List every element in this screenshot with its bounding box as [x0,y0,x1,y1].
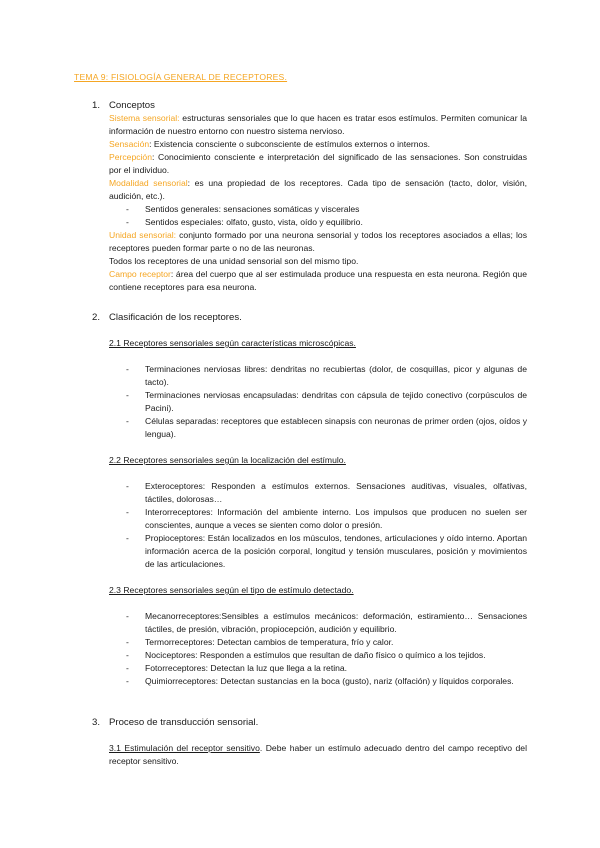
dash-icon: - [126,204,129,214]
definition [109,229,527,255]
section-title: Clasificación de los receptores. [109,312,242,323]
definition-term: Unidad sensorial: [109,230,177,240]
dash-icon: - [126,650,129,660]
subsection-2-1-title: 2.1 Receptores sensoriales según características microscópicas. [109,338,356,348]
list-item: - Terminaciones nerviosas libres: dendritas no recubiertas (dolor, de cosquillas, picor y algunas de tacto). [126,364,527,387]
subsection-2-3-list [126,610,527,688]
dash-icon: - [126,611,129,621]
definition [109,138,527,151]
subsection-3-1 [109,742,527,768]
subsection-2-2-list [126,480,527,571]
subsection-2-2-title: 2.2 Receptores sensoriales según la localización del estímulo. [109,455,346,465]
dash-icon: - [126,217,129,227]
subsection-2-1-list [126,363,527,441]
document-title: TEMA 9: FISIOLOGÍA GENERAL DE RECEPTORES. [74,72,288,82]
definition-text: estructuras sensoriales que lo que hacen es tratar esos estímulos. Permiten comunicar la información de nuestro entorno con nuestro sistema nervioso. [109,113,527,136]
list-item: - Fotorreceptores: Detectan la luz que llega a la retina. [126,663,348,673]
list-item: - Nociceptores: Responden a estímulos que resultan de daño físico o químico a los tejidos. [126,650,486,660]
definition-term: Campo receptor [109,269,171,279]
dash-icon: - [126,390,129,400]
dash-icon: - [126,481,129,491]
definition-text: : es una propiedad de los receptores. Cada tipo de sensación (tacto, dolor, visión, audición, etc.). [109,178,527,201]
list-item: - Quimiorreceptores: Detectan sustancias en la boca (gusto), nariz (olfación) y líquidos corporales. [126,676,514,686]
list-item: - Terminaciones nerviosas encapsuladas: dendritas con cápsula de tejido conectivo (corpúsculos de Pacini). [126,390,527,413]
section-1-heading [92,99,155,112]
definition-text: conjunto formado por una neurona sensorial y todos los receptores asociados a ellas; los receptores pueden formar parte o no de las neuronas. [109,230,527,253]
list-item: - Sentidos especiales: olfato, gusto, vista, oído y equilibrio. [126,217,363,227]
dash-icon: - [126,533,129,543]
dash-icon: - [126,416,129,426]
section-1-body [109,112,527,294]
dash-icon: - [126,637,129,647]
subsection-2-3-title: 2.3 Receptores sensoriales según el tipo de estímulo detectado. [109,585,354,595]
definition [109,268,527,294]
list-item: - Interorreceptores: Información del ambiente interno. Los impulsos que producen no suelen ser conscientes, aunque a veces se sienten como dolor o presión. [126,507,527,530]
subsection-3-1-title: 3.1 Estimulación del receptor sensitivo [109,743,260,753]
list-item: - Células separadas: receptores que establecen sinapsis con neuronas de primer orden (ojos, oídos y lengua). [126,416,527,439]
definition [109,177,527,203]
section-3-heading [92,716,258,729]
paragraph-text: . Debe haber un estímulo adecuado dentro del campo receptivo del receptor sensitivo. [109,743,527,766]
definition [109,112,527,138]
list-item: - Sentidos generales: sensaciones somáticas y viscerales [126,204,360,214]
section-number: 1. [92,100,101,111]
definition [109,151,527,177]
list-item: - Exteroceptores: Responden a estímulos externos. Sensaciones auditivas, visuales, olfativas, táctiles, dolorosas… [126,481,527,504]
definition-text: : Conocimiento consciente e interpretación del significado de las sensaciones. Son construidas por el individuo. [109,152,527,175]
dash-icon: - [126,507,129,517]
list-item: - Propioceptores: Están localizados en los músculos, tendones, articulaciones y oído interno. Aportan información acerca de la posición corporal, longitud y tensión musculares, posición y movimientos de las articulaciones. [126,533,527,569]
definition-text: : Existencia consciente o subconsciente de estímulos externos o internos. [149,139,431,149]
list-item: - Termorreceptores: Detectan cambios de temperatura, frío y calor. [126,637,394,647]
bullet-list [109,203,527,229]
definition-term: Sistema sensorial: [109,113,180,123]
list-item: - Mecanorreceptores:Sensibles a estímulos mecánicos: deformación, estiramiento… Sensaciones táctiles, de presión, vibración, propiocepción, audición y equilibrio. [126,611,527,634]
dash-icon: - [126,663,129,673]
paragraph: Todos los receptores de una unidad sensorial son del mismo tipo. [109,256,359,266]
section-title: Proceso de transducción sensorial. [109,717,259,728]
paragraph [109,742,527,768]
section-2-heading [92,311,242,324]
definition-term: Sensación [109,139,150,149]
section-number: 2. [92,312,101,323]
dash-icon: - [126,364,129,374]
definition-term: Percepción [109,152,152,162]
section-title: Conceptos [109,100,155,111]
section-number: 3. [92,717,101,728]
definition-term: Modalidad sensorial [109,178,188,188]
dash-icon: - [126,676,129,686]
definition-text: : área del cuerpo que al ser estimulada produce una respuesta en esta neurona. Región que contiene receptores para esa neurona. [109,269,527,292]
